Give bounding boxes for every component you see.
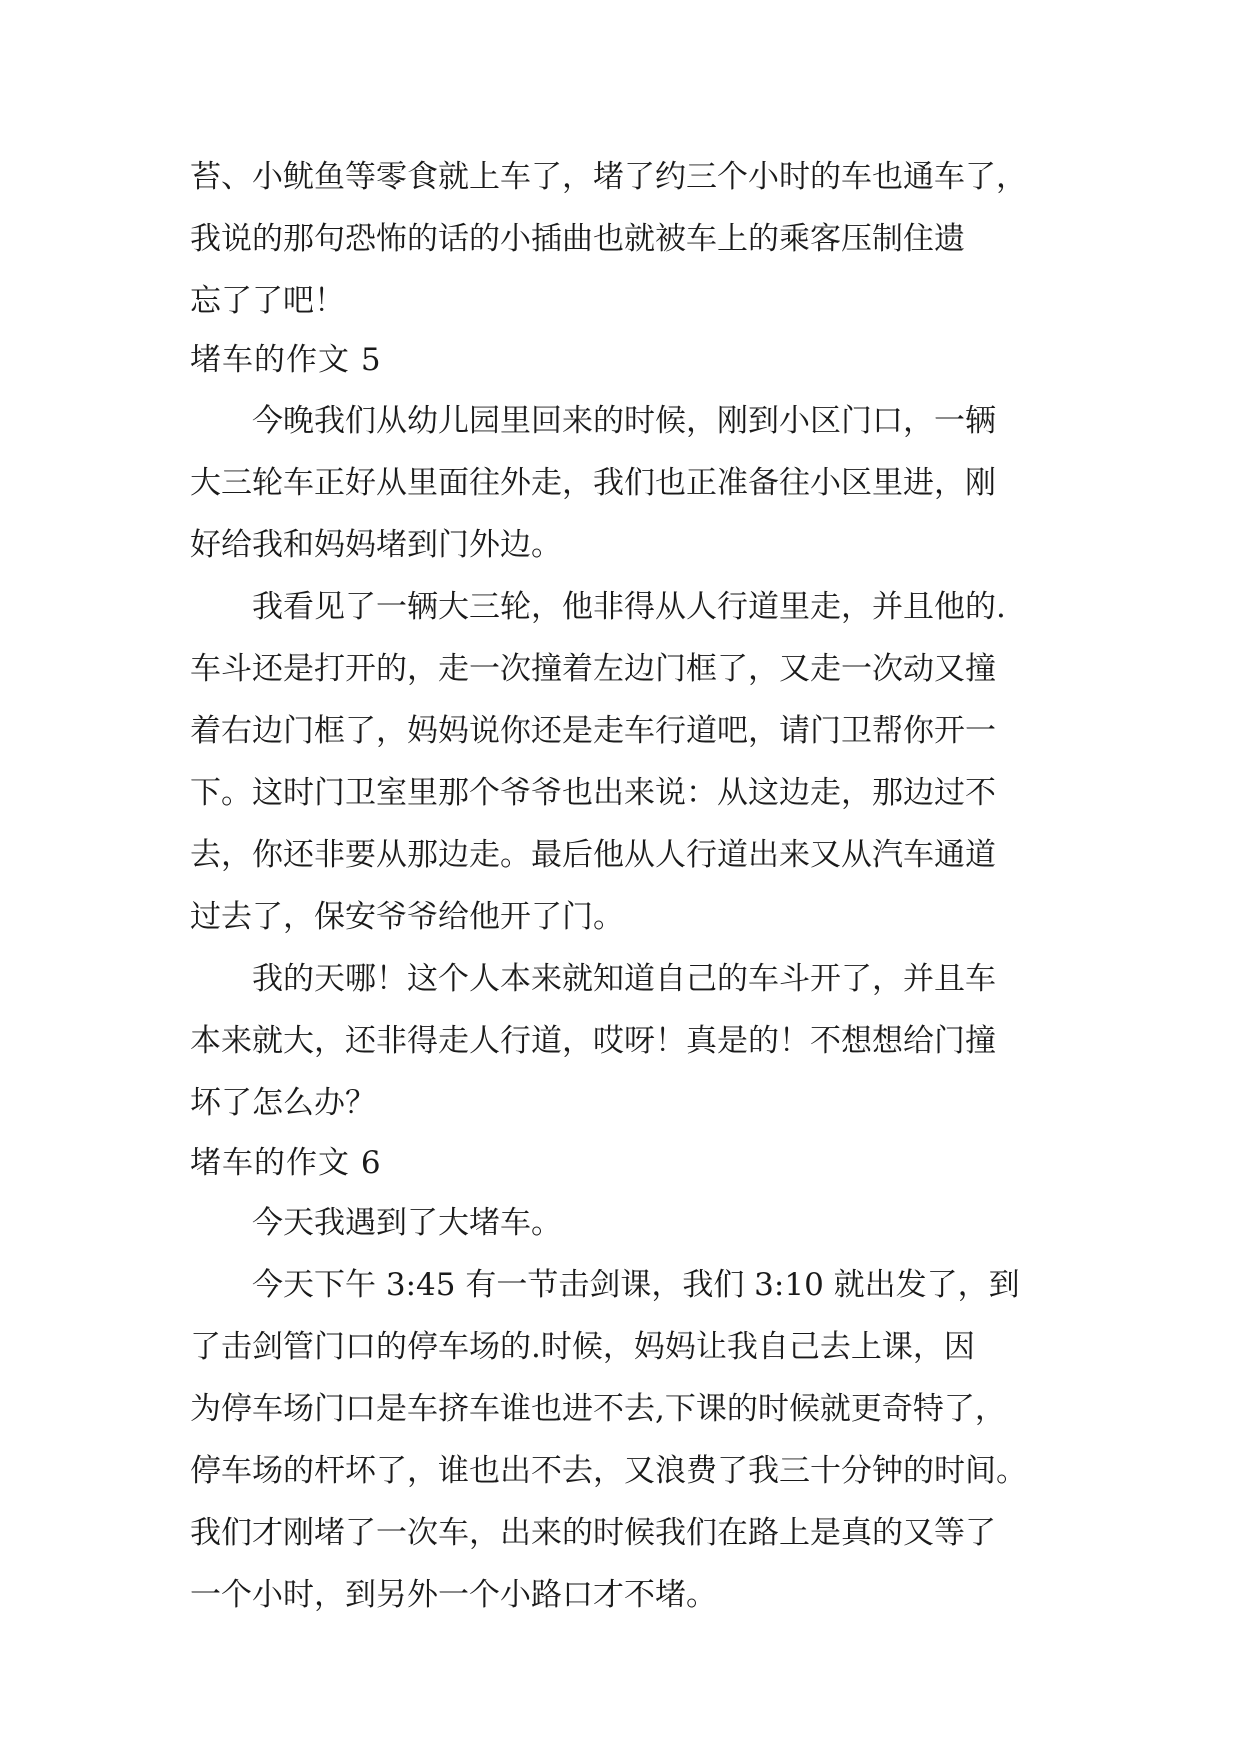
paragraph-line: 今天我遇到了大堵车。: [252, 1205, 562, 1241]
paragraph-line: 我的天哪！这个人本来就知道自己的车斗开了，并且车: [252, 961, 996, 997]
paragraph-line: 我看见了一辆大三轮，他非得从人行道里走，并且他的.: [252, 589, 1006, 625]
paragraph-line: 去，你还非要从那边走。最后他从人行道出来又从汽车通道: [190, 837, 996, 873]
paragraph-line: 今晚我们从幼儿园里回来的时候，刚到小区门口，一辆: [252, 403, 996, 439]
paragraph-line: 着右边门框了，妈妈说你还是走车行道吧，请门卫帮你开一: [190, 713, 996, 749]
paragraph-line: 坏了怎么办？: [190, 1085, 376, 1121]
paragraph-line: 车斗还是打开的，走一次撞着左边门框了，又走一次动又撞: [190, 651, 996, 687]
paragraph-line: 下。这时门卫室里那个爷爷也出来说：从这边走，那边过不: [190, 775, 996, 811]
paragraph-line: 我们才刚堵了一次车，出来的时候我们在路上是真的又等了: [190, 1515, 996, 1551]
section-heading: 堵车的作文 5: [190, 342, 382, 378]
paragraph-line: 大三轮车正好从里面往外走，我们也正准备往小区里进，刚: [190, 465, 996, 501]
paragraph-line: 一个小时，到另外一个小路口才不堵。: [190, 1577, 717, 1613]
paragraph-line: 停车场的杆坏了，谁也出不去，又浪费了我三十分钟的时间。: [190, 1453, 1027, 1489]
paragraph-line: 忘了了吧！: [190, 283, 345, 319]
paragraph-line: 本来就大，还非得走人行道，哎呀！真是的！不想想给门撞: [190, 1023, 996, 1059]
paragraph-line: 今天下午 3:45 有一节击剑课，我们 3:10 就出发了，到: [252, 1267, 1020, 1303]
paragraph-line: 了击剑管门口的停车场的.时候，妈妈让我自己去上课，因: [190, 1329, 975, 1365]
paragraph-line: 我说的那句恐怖的话的小插曲也就被车上的乘客压制住遗: [190, 221, 965, 257]
paragraph-line: 好给我和妈妈堵到门外边。: [190, 527, 562, 563]
paragraph-line: 为停车场门口是车挤车谁也进不去,下课的时候就更奇特了，: [190, 1391, 1006, 1427]
paragraph-line: 苔、小鱿鱼等零食就上车了，堵了约三个小时的车也通车了，: [190, 159, 1027, 195]
section-heading: 堵车的作文 6: [190, 1145, 382, 1181]
paragraph-line: 过去了，保安爷爷给他开了门。: [190, 899, 624, 935]
